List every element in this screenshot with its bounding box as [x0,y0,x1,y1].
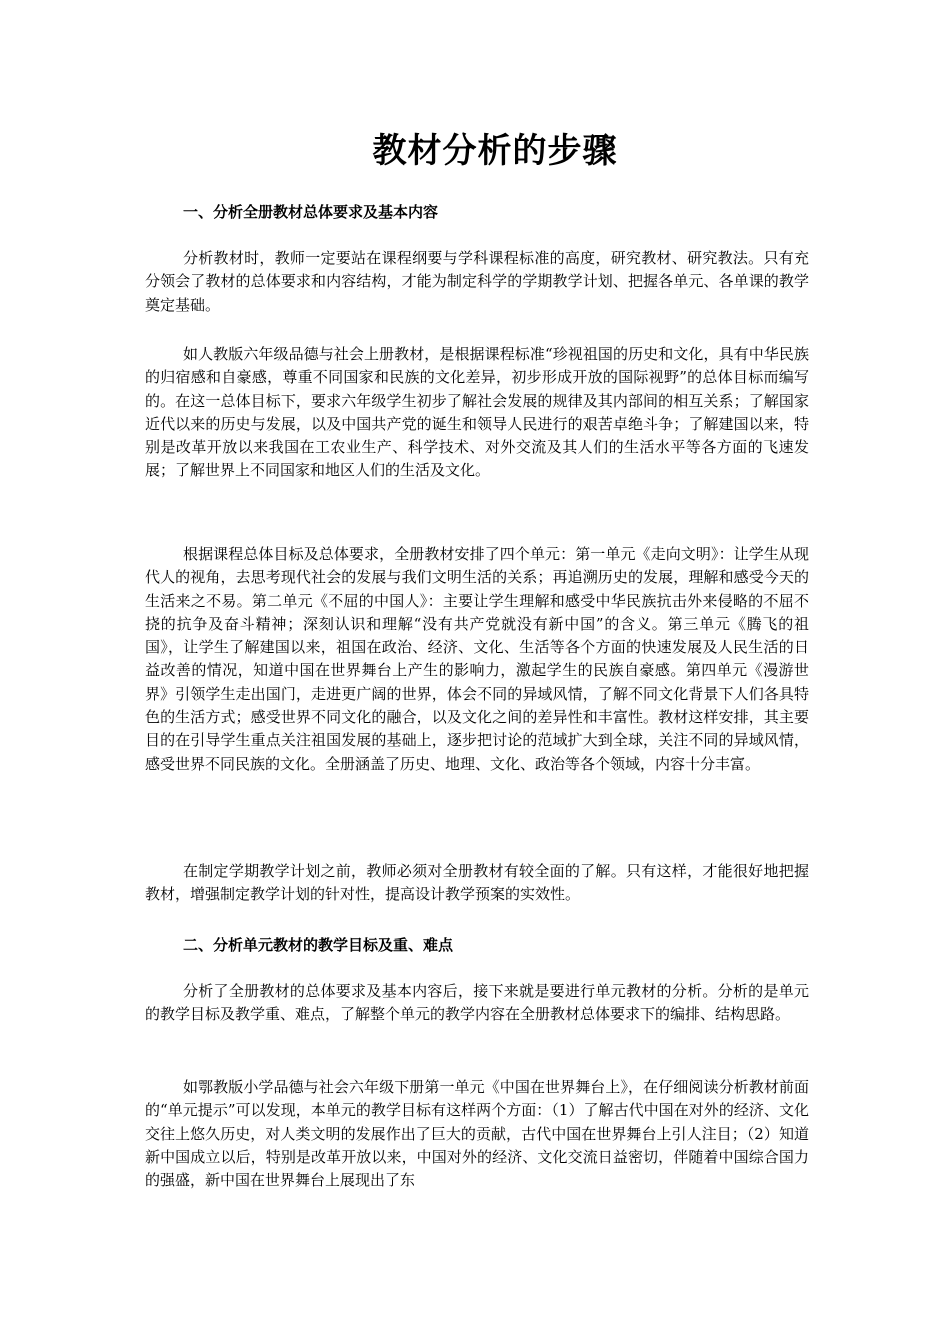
paragraph-1: 分析教材时，教师一定要站在课程纲要与学科课程标准的高度，研究教材、研究教法。只有充分领会了教材的总体要求和内容结构，才能为制定科学的学期教学计划、把握各单元、各单课的教学奠定基础。 [145,249,809,314]
paragraph-4: 在制定学期教学计划之前，教师必须对全册教材有较全面的了解。只有这样，才能很好地把握教材，增强制定教学计划的针对性，提高设计教学预案的实效性。 [145,862,809,904]
document-title: 教材分析的步骤 [372,131,618,171]
paragraph-2: 如人教版六年级品德与社会上册教材，是根据课程标准“珍视祖国的历史和文化，具有中华民族的归宿感和自豪感，尊重不同国家和民族的文化差异，初步形成开放的国际视野”的总体目标而编写的。在这一总体目标下，要求六年级学生初步了解社会发展的规律及其内部间的相互关系；了解国家近代以来的历史与发展，以及中国共产党的诞生和领导人民进行的艰苦卓绝斗争；了解建国以来，特别是改革开放以来我国在工农业生产、科学技术、对外交流及其人们的生活水平等各方面的飞速发展；了解世界上不同国家和地区人们的生活及文化。 [145,345,809,480]
section-heading-2: 二、分析单元教材的教学目标及重、难点 [183,936,454,954]
paragraph-6: 如鄂教版小学品德与社会六年级下册第一单元《中国在世界舞台上》，在仔细阅读分析教材前面的“单元提示”可以发现，本单元的教学目标有这样两个方面：（1）了解古代中国在对外的经济、文化交往上悠久历史，对人类文明的发展作出了巨大的贡献，古代中国在世界舞台上引人注目；（2）知道新中国成立以后，特别是改革开放以来，中国对外的经济、文化交流日益密切，伴随着中国综合国力的强盛，新中国在世界舞台上展现出了东 [145,1078,809,1190]
paragraph-3: 根据课程总体目标及总体要求，全册教材安排了四个单元：第一单元《走向文明》：让学生从现代人的视角，去思考现代社会的发展与我们文明生活的关系；再追溯历史的发展，理解和感受今天的生活来之不易。第二单元《不屈的中国人》：主要让学生理解和感受中华民族抗击外来侵略的不屈不挠的抗争及奋斗精神；深刻认识和理解“没有共产党就没有新中国”的含义。第三单元《腾飞的祖国》，让学生了解建国以来，祖国在政治、经济、文化、生活等各个方面的快速发展及人民生活的日益改善的情况，知道中国在世界舞台上产生的影响力，激起学生的民族自豪感。第四单元《漫游世界》引领学生走出国门，走进更广阔的世界，体会不同的异域风情，了解不同文化背景下人们各具特色的生活方式；感受世界不同文化的融合，以及文化之间的差异性和丰富性。教材这样安排，其主要目的在引导学生重点关注祖国发展的基础上，逐步把讨论的范域扩大到全球，关注不同的异域风情，感受世界不同民族的文化。全册涵盖了历史、地理、文化、政治等各个领域，内容十分丰富。 [145,545,809,773]
paragraph-5: 分析了全册教材的总体要求及基本内容后，接下来就是要进行单元教材的分析。分析的是单元的教学目标及教学重、难点，了解整个单元的教学内容在全册教材总体要求下的编排、结构思路。 [145,982,809,1024]
section-heading-1: 一、分析全册教材总体要求及基本内容 [183,203,439,221]
